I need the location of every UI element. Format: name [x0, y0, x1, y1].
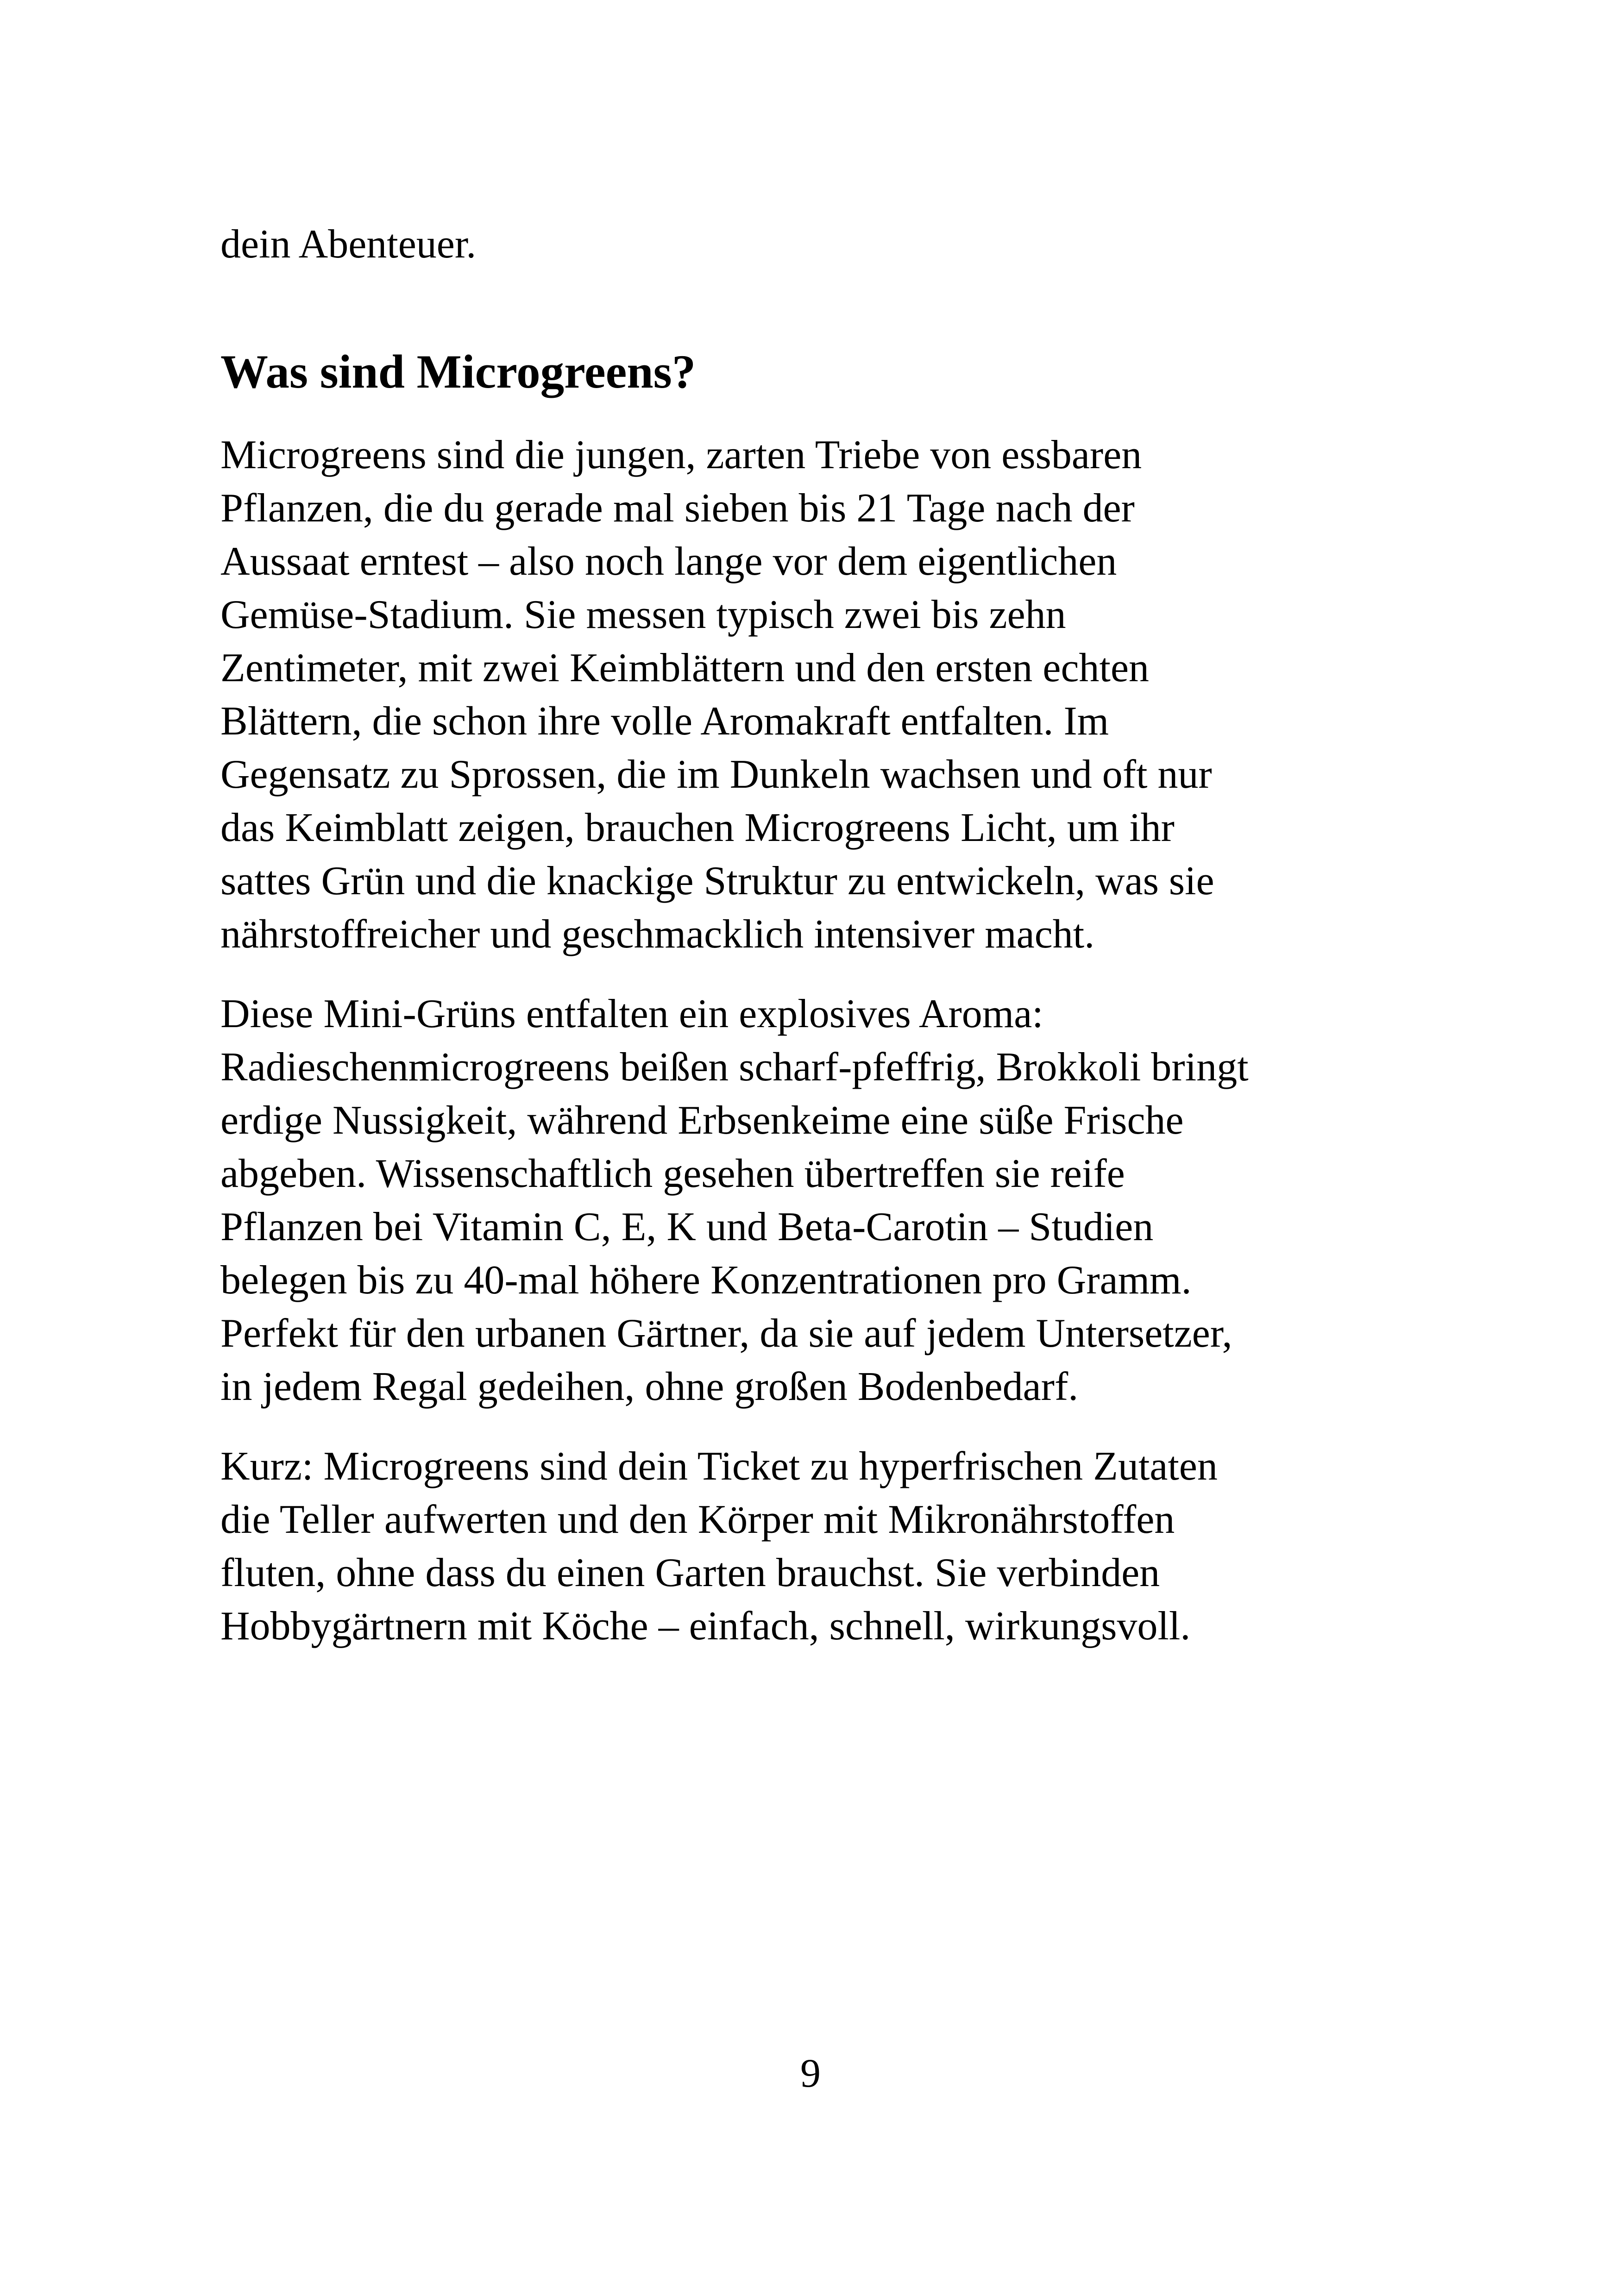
paragraph-2: [220, 987, 1425, 1413]
paragraph-line: abgeben. Wissenschaftlich gesehen übertreffen sie reife: [220, 1151, 1125, 1196]
paragraph-line: Gemüse-Stadium. Sie messen typisch zwei bis zehn: [220, 592, 1066, 637]
paragraph-line: Zentimeter, mit zwei Keimblättern und den ersten echten: [220, 646, 1150, 690]
paragraph-1: [220, 428, 1425, 961]
paragraph-line: Perfekt für den urbanen Gärtner, da sie auf jedem Untersetzer,: [220, 1311, 1232, 1356]
paragraph-line: Blättern, die schon ihre volle Aromakraft entfalten. Im: [220, 699, 1109, 744]
page-number: 9: [800, 2051, 821, 2096]
paragraph-line: die Teller aufwerten und den Körper mit Mikronährstoffen: [220, 1497, 1175, 1542]
paragraph-line: erdige Nussigkeit, während Erbsenkeime eine süße Frische: [220, 1098, 1184, 1143]
paragraph-line: Pflanzen, die du gerade mal sieben bis 21 Tage nach der: [220, 486, 1135, 531]
paragraph-line: Radieschenmicrogreens beißen scharf-pfeffrig, Brokkoli bringt: [220, 1045, 1249, 1090]
paragraph-line: das Keimblatt zeigen, brauchen Microgreens Licht, um ihr: [220, 805, 1175, 850]
paragraph-line: in jedem Regal gedeihen, ohne großen Bodenbedarf.: [220, 1364, 1079, 1409]
paragraph-line: Aussaat erntest – also noch lange vor dem eigentlichen: [220, 539, 1117, 584]
paragraph-line: fluten, ohne dass du einen Garten brauchst. Sie verbinden: [220, 1550, 1160, 1595]
paragraph-line: Diese Mini-Grüns entfalten ein explosives Aroma:: [220, 991, 1043, 1036]
paragraph-line: nährstoffreicher und geschmacklich intensiver macht.: [220, 912, 1095, 957]
paragraph-line: Hobbygärtnern mit Köche – einfach, schnell, wirkungsvoll.: [220, 1604, 1191, 1649]
paragraph-3: [220, 1440, 1425, 1653]
paragraph-line: Microgreens sind die jungen, zarten Triebe von essbaren: [220, 433, 1142, 477]
paragraph-line: sattes Grün und die knackige Struktur zu entwickeln, was sie: [220, 859, 1214, 903]
paragraph-line: Gegensatz zu Sprossen, die im Dunkeln wachsen und oft nur: [220, 752, 1212, 797]
continuation-text: dein Abenteuer.: [220, 222, 477, 267]
paragraph-line: Kurz: Microgreens sind dein Ticket zu hyperfrischen Zutaten: [220, 1444, 1218, 1489]
paragraph-line: Pflanzen bei Vitamin C, E, K und Beta-Carotin – Studien: [220, 1204, 1154, 1249]
section-heading: Was sind Microgreens?: [220, 345, 696, 398]
body-text: [220, 428, 1425, 1679]
paragraph-line: belegen bis zu 40-mal höhere Konzentrationen pro Gramm.: [220, 1258, 1192, 1303]
